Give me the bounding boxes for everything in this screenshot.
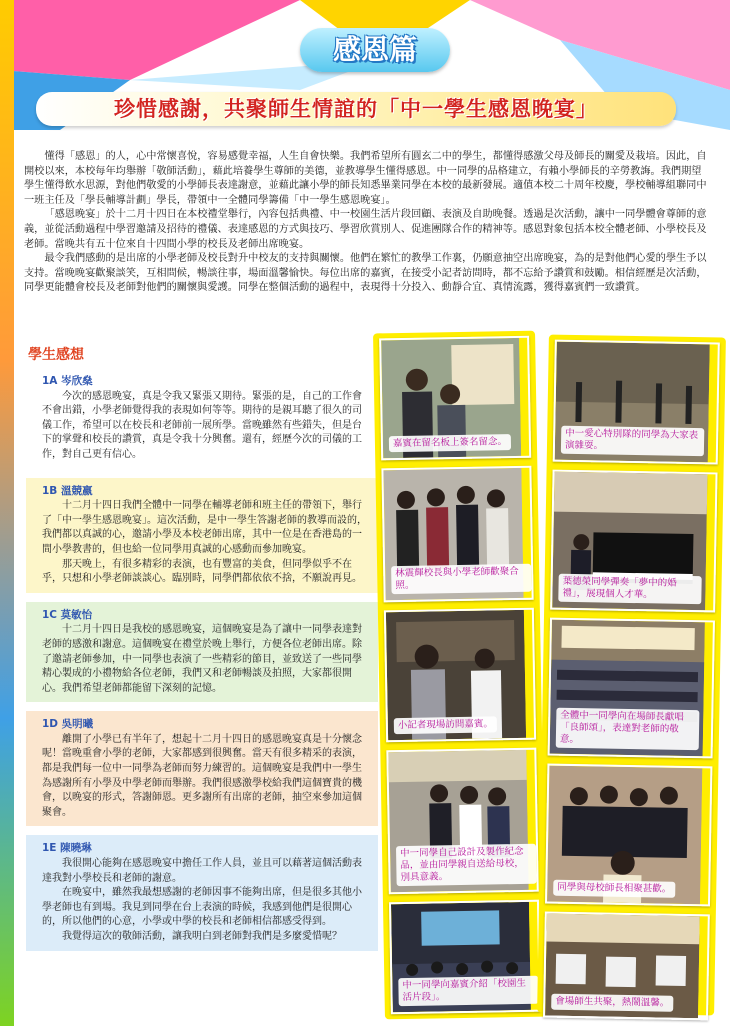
reflection-paragraph: 在晚宴中，雖然我最想感謝的老師因事不能夠出席，但是很多其他小學老師也有到場。我見到同學在台上表演的時候，我感到他們是很開心的，所以他們的心意，小學或中學的校長和老師相信都感受得到。: [42, 887, 362, 928]
reflection-entry: [26, 478, 378, 593]
event-photo: [545, 764, 712, 907]
reflection-entry: [26, 711, 378, 826]
photo-caption: 中一同學向嘉賓介紹「校園生活片段」。: [398, 976, 538, 1006]
student-name: 1B 溫競嬴: [42, 484, 93, 497]
event-photo: [548, 618, 715, 759]
photo-caption: 會場師生共聚，熱鬧溫馨。: [551, 994, 673, 1012]
intro-text: [24, 150, 708, 296]
intro-paragraph: 最令我們感動的是出席的小學老師及校長對升中校友的支持與關懷。他們在繁忙的教學工作裏，仍願意抽空出席晚宴，為的是對他們心愛的學生予以支持。當晚晚宴歡聚談笑，互相問候，暢談往事，場面溫馨愉快。每位出席的嘉賓，在接受小記者訪問時，都不忘給予讚賞和鼓勵。相信經歷是次活動，同學更能體會校長及老師對他們的關懷與愛護。同學在整個活動的過程中，表現得十分投入、動靜合宜、真情流露，獲得嘉賓們一致讚賞。: [24, 253, 707, 294]
event-photo: [381, 466, 533, 603]
intro-paragraph: 懂得「感恩」的人，心中常懷喜悅，容易感覺幸福，人生自會快樂。我們希望所有圓玄二中的學生，都懂得感激父母及師長的關愛及栽培。因此，自開校以來，本校每年均舉辦「敬師活動」，藉此培養學生尊師的美德，並教導學生懂得感恩。中一同學的品格建立，有賴小學師長的辛勞教誨。我們期望學生懂得飲水思源，對他們敬愛的小學師長表達謝意，並藉此讓小學的師長知悉畢業同學在本校的最新發展。適值本校二十周年校慶，學校輔導組聯同中一班主任及「學長輔導計劃」學長，帶領中一全體同學籌備「中一學生感恩晚宴」。: [24, 151, 707, 206]
photo-caption: 中一同學自己設計及製作紀念品，並由同學親自送給母校，別具意義。: [396, 844, 537, 886]
left-color-strip: [0, 0, 14, 1026]
student-name: 1A 岑欣燊: [42, 375, 93, 387]
event-photo: [386, 748, 538, 895]
event-photo: [384, 608, 536, 743]
reflection-paragraph: 那天晚上，有很多精彩的表演，也有豐富的美食，但同學似乎不在乎，只想和小學老師談談心。臨別時，同學們都依依不捨，不願說再見。: [42, 558, 362, 585]
photo-caption: 中一愛心特別隊的同學為大家表演雜耍。: [561, 426, 704, 456]
event-photo: [543, 912, 710, 1021]
event-photo: [379, 336, 531, 461]
page-banner: 感恩篇: [300, 28, 450, 72]
photo-caption: 葉德榮同學彈奏「夢中的婚禮」，展現個人才華。: [558, 574, 701, 604]
section-title: 學生感想: [28, 347, 84, 363]
reflection-paragraph: 我覺得這次的敬師活動，讓我明白到老師對我們是多麼愛惜呢？: [62, 931, 342, 942]
student-name: 1C 莫敏怡: [42, 608, 93, 621]
article-headline: [36, 92, 676, 126]
intro-paragraph: 「感恩晚宴」於十二月十四日在本校禮堂舉行，內容包括典禮、中一校園生活片段回顧、表演及自助晚餐。透過是次活動，讓中一同學體會尊師的意義，並從活動過程中學習邀請及招待的禮儀、表達感恩的方式與技巧、學習欣賞別人、促進團隊合作的精神等。感恩對象包括本校全體老師、小學校長及老師。當晚共有五十位來自十四間小學的校長及老師出席晚宴。: [24, 209, 707, 250]
student-name: 1E 陳曉琳: [42, 842, 92, 855]
photo-caption: 同學與母校師長相聚甚歡。: [553, 880, 675, 898]
student-reflections: [26, 368, 378, 960]
photo-column-right: [537, 335, 726, 1016]
reflection-paragraph: 離開了小學已有半年了，想起十二月十四日的感恩晚宴真是十分懷念呢！當晚重會小學的老師，大家都感到很興奮。當天有很多精采的表演，都是我們每一位中一同學為老師而努力練習的。這個晚宴是我們中一學生為感謝所有小學及中學老師而舉辦。我們很感激學校給我們這個寶貴的機會，以晚宴的形式，答謝師恩。更多謝所有出席的老師，抽空來參加這個聚會。: [42, 733, 362, 818]
event-photo: [550, 470, 717, 613]
photo-caption: 小記者現場訪問嘉賓。: [394, 716, 497, 734]
reflection-paragraph: 今次的感恩晚宴，真是令我又緊張又期待。緊張的是，自己的工作會不會出錯，小學老師覺得我的表現如何等等。期待的是親耳聽了很久的司儀工作，希望可以在校長和老師前一展所學。當晚雖然有些錯失，但是台下的掌聲和校長的讚賞，真是令我十分興奮。還有，經歷今次的司儀的工作，對自己更有信心。: [42, 390, 362, 460]
reflection-paragraph: 我很開心能夠在感恩晚宴中擔任工作人員，並且可以藉著這個活動表達我對小學校長和老師的謝意。: [42, 858, 362, 884]
reflection-paragraph: 十二月十四日我們全體中一同學在輔導老師和班主任的帶領下，舉行了「中一學生感恩晚宴」。這次活動，是中一學生答謝老師的教導而設的，我們都以真誠的心，邀請小學及本校老師出席，其中一位是在香港島的一間小學教書的，但也給一位同學用真誠的心感動而參加晚宴。: [42, 500, 367, 555]
reflection-entry: [26, 835, 378, 950]
reflection-entry: [26, 602, 378, 703]
photo-caption: 嘉賓在留名板上簽名留念。: [389, 434, 511, 452]
photo-caption: 全體中一同學向在場師長獻唱「良師頌」，表達對老師的敬意。: [556, 708, 700, 750]
event-photo: [553, 340, 720, 465]
student-name: 1D 吳明曦: [42, 718, 94, 731]
reflection-entry: [26, 368, 378, 469]
photo-column-left: [373, 331, 547, 1020]
reflection-paragraph: 十二月十四日是我校的感恩晚宴，這個晚宴是為了讓中一同學表達對老師的感激和謝意。這個晚宴在禮堂於晚上舉行，方便各位老師出席。除了邀請老師參加，中一同學也表演了一些精彩的節目，並致送了一些同學精心製成的小禮物給各位老師，我們又和老師暢談及拍照，大家都很開心。我們希望老師都能留下深刻的記憶。: [42, 624, 362, 694]
photo-caption: 林震輝校長與小學老師歡聚合照。: [391, 564, 531, 594]
headline-text: 珍惜感謝，共聚師生情誼的「中一學生感恩晚宴」: [114, 97, 598, 121]
event-photo: [389, 900, 541, 1015]
